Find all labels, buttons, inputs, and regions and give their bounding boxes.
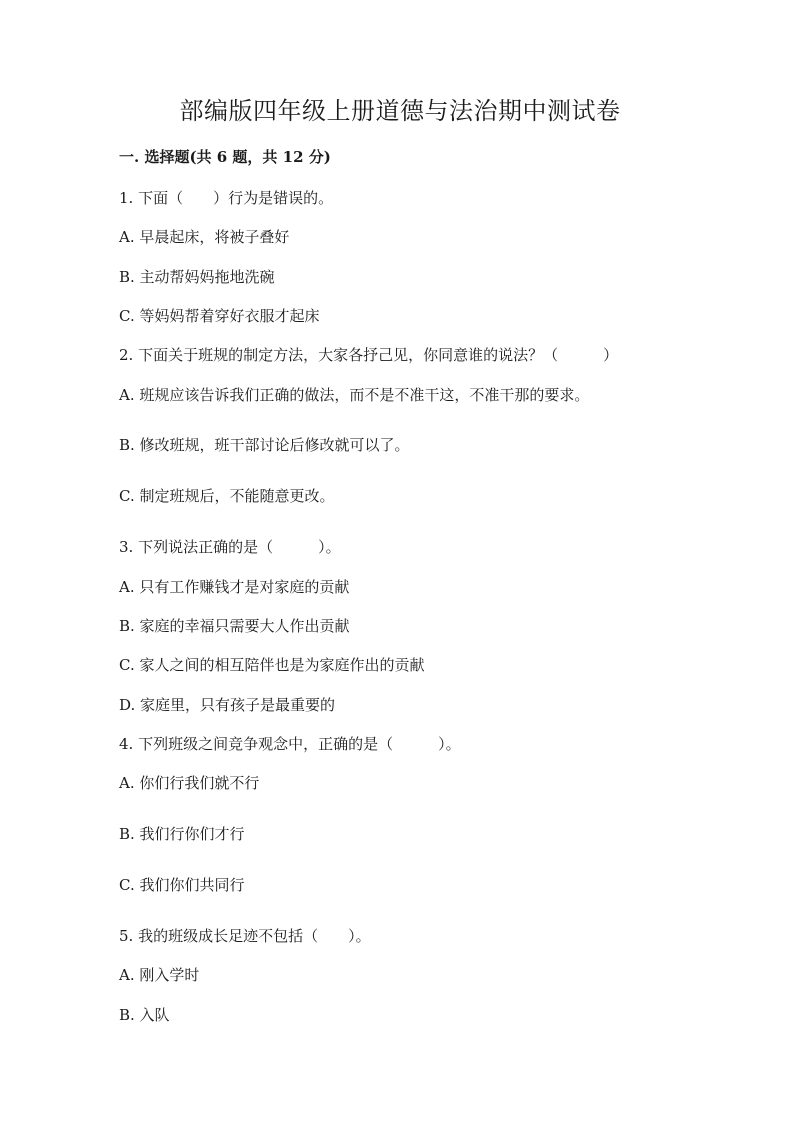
question-3-option-b: B. 家庭的幸福只需要大人作出贡献: [119, 617, 350, 635]
question-1-option-a: A. 早晨起床，将被子叠好: [119, 228, 290, 246]
question-2-option-a: A. 班规应该告诉我们正确的做法，而不是不准干这，不准干那的要求。: [119, 386, 590, 404]
question-3-stem: 3. 下列说法正确的是（ ）。: [119, 538, 341, 556]
question-1-option-c: C. 等妈妈帮着穿好衣服才起床: [119, 307, 320, 325]
question-4-option-b: B. 我们行你们才行: [119, 825, 245, 843]
question-4-option-c: C. 我们你们共同行: [119, 876, 245, 894]
question-2-option-b: B. 修改班规，班干部讨论后修改就可以了。: [119, 436, 410, 454]
question-5-option-b: B. 入队: [119, 1006, 170, 1024]
question-1-option-b: B. 主动帮妈妈拖地洗碗: [119, 268, 275, 286]
section-heading: 一. 选择题(共 6 题，共 12 分): [119, 148, 331, 166]
question-3-option-d: D. 家庭里，只有孩子是最重要的: [119, 696, 336, 714]
question-3-option-a: A. 只有工作赚钱才是对家庭的贡献: [119, 578, 350, 596]
question-2-option-c: C. 制定班规后，不能随意更改。: [119, 487, 335, 505]
question-5-option-a: A. 刚入学时: [119, 966, 200, 984]
question-2-stem: 2. 下面关于班规的制定方法，大家各抒己见，你同意谁的说法？（ ）: [119, 346, 619, 364]
page-title: 部编版四年级上册道德与法治期中测试卷: [179, 97, 621, 125]
question-4-option-a: A. 你们行我们就不行: [119, 774, 260, 792]
question-5-stem: 5. 我的班级成长足迹不包括（ ）。: [119, 927, 371, 945]
question-1-stem: 1. 下面（ ）行为是错误的。: [119, 189, 334, 207]
question-3-option-c: C. 家人之间的相互陪伴也是为家庭作出的贡献: [119, 656, 425, 674]
question-4-stem: 4. 下列班级之间竞争观念中，正确的是（ ）。: [119, 735, 461, 753]
